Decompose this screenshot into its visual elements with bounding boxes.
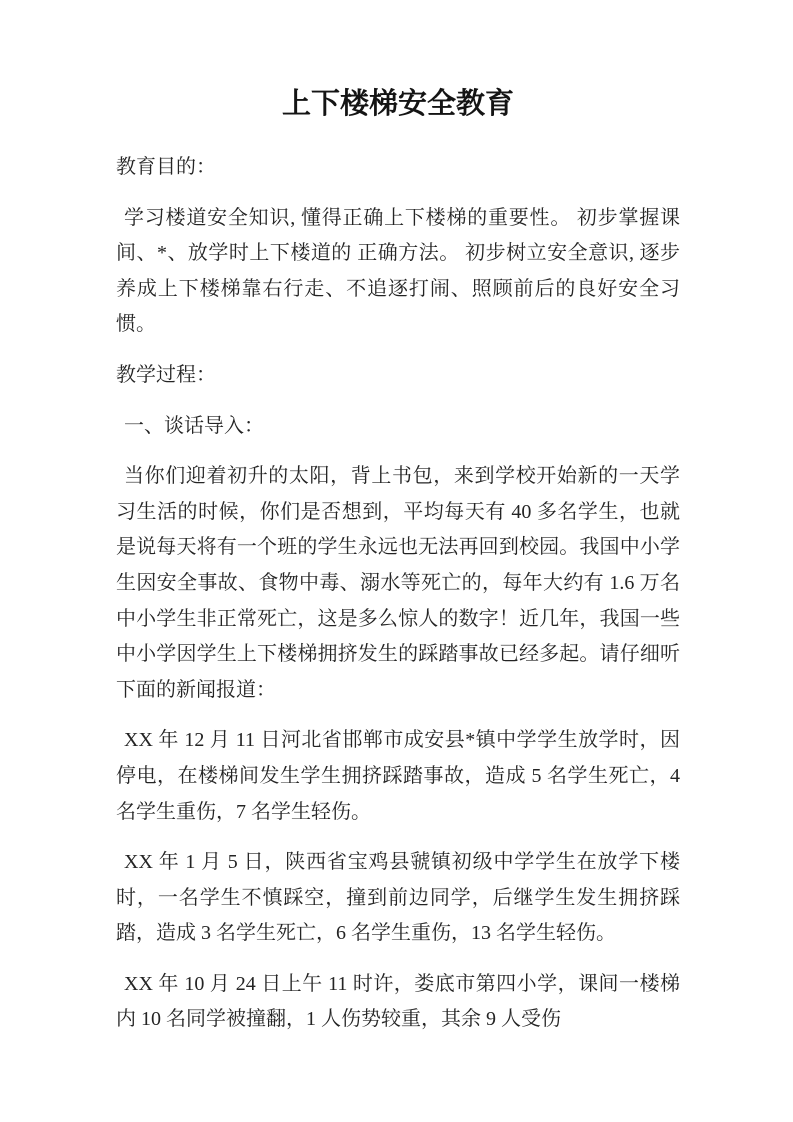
heading-education-purpose: 教育目的： xyxy=(116,156,216,178)
paragraph-news-report-3: XX 年 10 月 24 日上午 11 时许，娄底市第四小学，课间一楼梯内 10 名同学被撞翻，1 人伤势较重，其余 9 人受伤 xyxy=(116,972,680,1031)
paragraph-introduction: 当你们迎着初升的太阳，背上书包，来到学校开始新的一天学习生活的时候，你们是否想到，平均每天有 40 多名学生，也就是说每天将有一个班的学生永远也无法再回到校园。我国中小学生因安全事故、食物中毒、溺水等死亡的，每年大约有 1.6 万名中小学生非正常死亡，这是多么惊人的数字！近几年，我国一些中小学因学生上下楼梯拥挤发生的踩踏事故已经多起。请仔细听下面的新闻报道： xyxy=(116,465,680,701)
paragraph-news-report-1: XX 年 12 月 11 日河北省邯郸市成安县*镇中学学生放学时，因停电，在楼梯间发生学生拥挤踩踏事故，造成 5 名学生死亡，4 名学生重伤，7 名学生轻伤。 xyxy=(116,729,680,823)
heading-teaching-process: 教学过程： xyxy=(116,363,216,386)
paragraph-education-purpose: 学习楼道安全知识, 懂得正确上下楼梯的重要性。 初步掌握课间、*、放学时上下楼道的 正确方法。 初步树立安全意识, 逐步养成上下楼梯靠右行走、不追逐打闹、照顾前后的良好安全习惯。 xyxy=(116,206,680,336)
document-title: 上下楼梯安全教育 xyxy=(281,88,514,120)
heading-talk-introduction: 一、谈话导入： xyxy=(124,414,264,437)
paragraph-news-report-2: XX 年 1 月 5 日，陕西省宝鸡县虢镇初级中学学生在放学下楼时，一名学生不慎踩空，撞到前边同学，后继学生发生拥挤踩踏，造成 3 名学生死亡，6 名学生重伤，13 名学生轻伤。 xyxy=(116,851,680,945)
